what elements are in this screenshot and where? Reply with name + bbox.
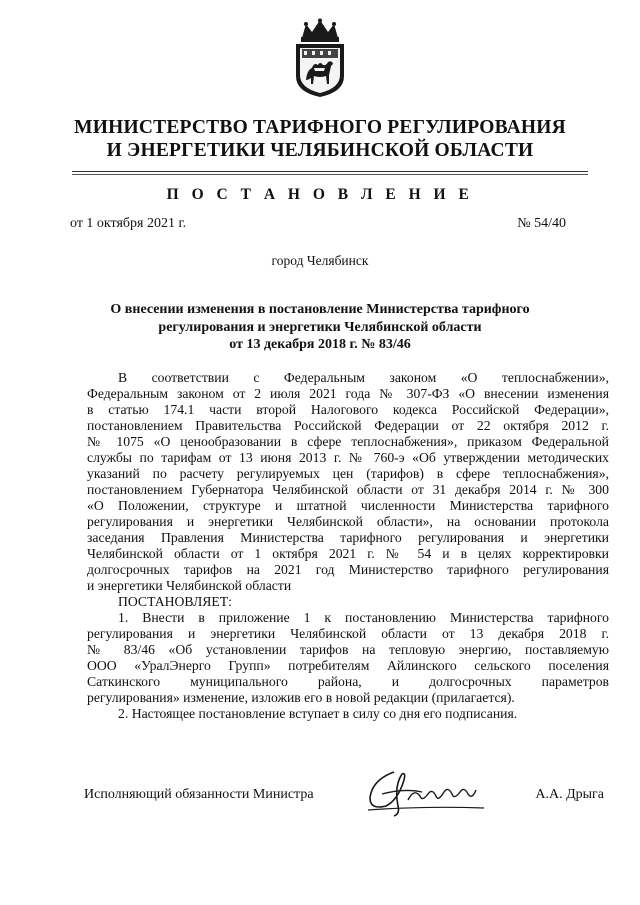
body-line: Челябинской области от 1 октября 2021 г. № 54 и в целях корректировки xyxy=(87,546,609,561)
document-number: № 54/40 xyxy=(517,216,566,231)
body-line: и энергетики Челябинской области xyxy=(87,578,292,593)
signatory-title: Исполняющий обязанности Министра xyxy=(84,787,314,802)
body-line: «О Положении, структуре и штатной численности Министерства тарифного xyxy=(87,498,609,513)
subject-line: регулирования и энергетики Челябинской области xyxy=(158,319,482,335)
handwritten-signature-icon xyxy=(364,766,490,818)
body-line: ООО «УралЭнерго Групп» потребителям Айлинского сельского поселения xyxy=(87,658,609,673)
body-line: в статью 174.1 части второй Налогового кодекса Российской Федерации», xyxy=(87,402,609,417)
subject-line: О внесении изменения в постановление Министерства тарифного xyxy=(110,302,530,317)
subject-line: от 13 декабря 2018 г. № 83/46 xyxy=(229,337,411,352)
body-line: регулирования и энергетики Челябинской области от 13 декабря 2018 г. xyxy=(87,626,609,641)
header-divider-thin xyxy=(72,174,588,175)
body-line: В соответствии с Федеральным законом «О теплоснабжении», xyxy=(118,370,609,385)
body-line: указаний по расчету регулируемых цен (тарифов) в сфере теплоснабжения», xyxy=(87,466,609,481)
body-line: 2. Настоящее постановление вступает в силу со дня его подписания. xyxy=(118,706,518,721)
body-line: 1. Внести в приложение 1 к постановлению Министерства тарифного xyxy=(118,610,609,625)
body-line: службы по тарифам от 13 июня 2013 г. № 760-э «Об утверждении методических xyxy=(87,450,609,465)
body-line: Саткинского муниципального района, и долгосрочных параметров xyxy=(87,674,609,689)
body-line: регулирования и энергетики Челябинской области», на основании протокола xyxy=(87,514,609,529)
document-date: от 1 октября 2021 г. xyxy=(70,216,187,231)
ministry-name-line-2: И ЭНЕРГЕТИКИ ЧЕЛЯБИНСКОЙ ОБЛАСТИ xyxy=(106,140,534,161)
document-subject xyxy=(60,301,580,354)
body-line: № 1075 «О ценообразовании в сфере теплоснабжения», приказом Федеральной xyxy=(87,434,609,449)
body-line: № 83/46 «Об установлении тарифов на тепловую энергию, поставляемую xyxy=(87,642,609,657)
body-line: заседания Правления Министерства тарифного регулирования и энергетики xyxy=(87,530,609,545)
body-line: постановлением Правительства Российской Федерации от 22 октября 2012 г. xyxy=(87,418,609,433)
body-line: долгосрочных тарифов на 2021 год Министерство тарифного регулирования xyxy=(87,562,609,577)
document-city: город Челябинск xyxy=(271,253,369,268)
body-line: Федеральным законом от 2 июля 2021 года № 307-ФЗ «О внесении изменения xyxy=(87,386,609,401)
signatory-name: А.А. Дрыга xyxy=(535,787,604,802)
body-line-resolves: ПОСТАНОВЛЯЕТ: xyxy=(118,594,232,609)
document-type-title: П О С Т А Н О В Л Е Н И Е xyxy=(166,186,474,203)
body-line: регулирования» изменение, изложив его в новой редакции (прилагается). xyxy=(87,690,515,705)
header-divider xyxy=(72,171,588,172)
chelyabinsk-coat-of-arms-icon xyxy=(292,18,348,98)
body-line: постановлением Губернатора Челябинской области от 31 декабря 2014 г. № 300 xyxy=(87,482,609,497)
ministry-name-line-1: МИНИСТЕРСТВО ТАРИФНОГО РЕГУЛИРОВАНИЯ xyxy=(74,117,566,138)
